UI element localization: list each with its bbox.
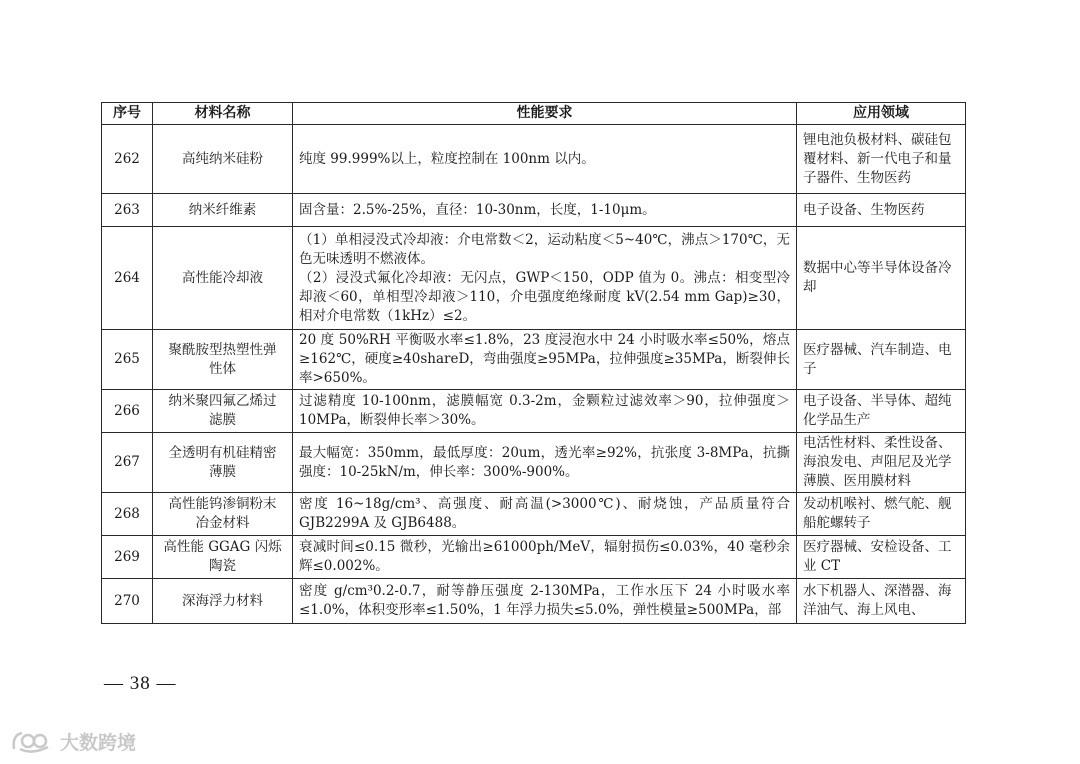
watermark-logo-icon [10, 727, 54, 755]
row-index: 262 [102, 125, 153, 194]
material-name: 高性能钨渗铜粉末冶金材料 [153, 493, 293, 536]
application-field: 医疗器械、汽车制造、电子 [797, 330, 966, 390]
requirement-paragraph: 最大幅宽：350mm，最低厚度：20um，透光率≥92%，抗张度 3-8MPa，抗撕强度：10-25kN/m，伸长率：300%-900%。 [299, 444, 790, 480]
row-index: 263 [102, 194, 153, 227]
header-material-name: 材料名称 [153, 103, 293, 125]
table-row [102, 227, 966, 330]
materials-table [101, 102, 966, 624]
header-requirements: 性能要求 [293, 103, 797, 125]
table-row [102, 433, 966, 493]
requirement-paragraph: （1）单相浸没式冷却液：介电常数＜2，运动粘度＜5~40℃，沸点＞170℃，无色无味透明不燃液体。 [299, 231, 790, 267]
application-field: 水下机器人、深潜器、海洋油气、海上风电、 [797, 579, 966, 624]
performance-requirement [293, 194, 797, 227]
watermark-text: 大数跨境 [60, 731, 137, 754]
material-name: 高性能冷却液 [153, 227, 293, 330]
application-field: 医疗器械、安检设备、工业 CT [797, 536, 966, 579]
row-index: 270 [102, 579, 153, 624]
row-index: 265 [102, 330, 153, 390]
performance-requirement [293, 125, 797, 194]
table-row [102, 493, 966, 536]
requirement-paragraph: 密度 g/cm³0.2-0.7，耐等静压强度 2-130MPa，工作水压下 24 小时吸水率≤1.0%，体积变形率≤1.50%，1 年浮力损失≤5.0%，弹性模量≥500MPa，部 [299, 583, 790, 618]
performance-requirement [293, 493, 797, 536]
header-application: 应用领域 [797, 103, 966, 125]
performance-requirement [293, 390, 797, 433]
watermark [10, 727, 136, 755]
requirement-paragraph: 密度 16~18g/cm³、高强度、耐高温(>3000℃)、耐烧蚀，产品质量符合 GJB2299A 及 GJB6488。 [299, 496, 790, 531]
performance-requirement [293, 433, 797, 493]
material-name: 纳米聚四氟乙烯过滤膜 [153, 390, 293, 433]
material-name: 高性能 GGAG 闪烁陶瓷 [153, 536, 293, 579]
requirement-paragraph: 过滤精度 10-100nm，滤膜幅宽 0.3-2m，金颗粒过滤效率＞90，拉伸强度＞10MPa，断裂伸长率＞30%。 [299, 393, 790, 428]
table-row [102, 536, 966, 579]
application-field: 发动机喉衬、燃气舵、舰船舵螺转子 [797, 493, 966, 536]
application-field: 电子设备、半导体、超纯化学品生产 [797, 390, 966, 433]
application-field: 电活性材料、柔性设备、海浪发电、声阻尼及光学薄膜、医用膜材料 [797, 433, 966, 493]
application-field: 锂电池负极材料、碳硅包覆材料、新一代电子和量子器件、生物医药 [797, 125, 966, 194]
material-name: 高纯纳米硅粉 [153, 125, 293, 194]
header-index: 序号 [102, 103, 153, 125]
row-index: 269 [102, 536, 153, 579]
table-row [102, 390, 966, 433]
material-name: 全透明有机硅精密薄膜 [153, 433, 293, 493]
performance-requirement [293, 330, 797, 390]
row-index: 268 [102, 493, 153, 536]
requirement-paragraph: 固含量：2.5%-25%，直径：10-30nm，长度，1-10μm。 [299, 201, 656, 218]
table-row [102, 125, 966, 194]
application-field: 数据中心等半导体设备冷却 [797, 227, 966, 330]
requirement-paragraph: 20 度 50%RH 平衡吸水率≤1.8%，23 度浸泡水中 24 小时吸水率≤50%，熔点≥162℃，硬度≥40shareD，弯曲强度≥95MPa，拉伸强度≥35MPa，断裂伸长率>650%。 [299, 332, 790, 386]
requirement-paragraph: 纯度 99.999%以上，粒度控制在 100nm 以内。 [299, 150, 595, 167]
material-name: 纳米纤维素 [153, 194, 293, 227]
row-index: 266 [102, 390, 153, 433]
performance-requirement [293, 227, 797, 330]
performance-requirement [293, 536, 797, 579]
table-row [102, 194, 966, 227]
row-index: 264 [102, 227, 153, 330]
row-index: 267 [102, 433, 153, 493]
table-row [102, 330, 966, 390]
requirement-paragraph: （2）浸没式氟化冷却液：无闪点，GWP＜150，ODP 值为 0。沸点：相变型冷却液＜60，单相型冷却液＞110，介电强度绝缘耐度 kV(2.54 mm Gap)≥30，相对介电常数（1kHz）≤2。 [299, 269, 790, 324]
material-name: 深海浮力材料 [153, 579, 293, 624]
material-name: 聚酰胺型热塑性弹性体 [153, 330, 293, 390]
table-header-row [102, 103, 966, 125]
requirement-paragraph: 衰减时间≤0.15 微秒，光输出≥61000ph/MeV，辐射损伤≤0.03%，40 毫秒余辉≤0.002%。 [299, 539, 790, 574]
table-row [102, 579, 966, 624]
application-field: 电子设备、生物医药 [797, 194, 966, 227]
performance-requirement [293, 579, 797, 624]
page-number: — 38 — [104, 673, 177, 694]
